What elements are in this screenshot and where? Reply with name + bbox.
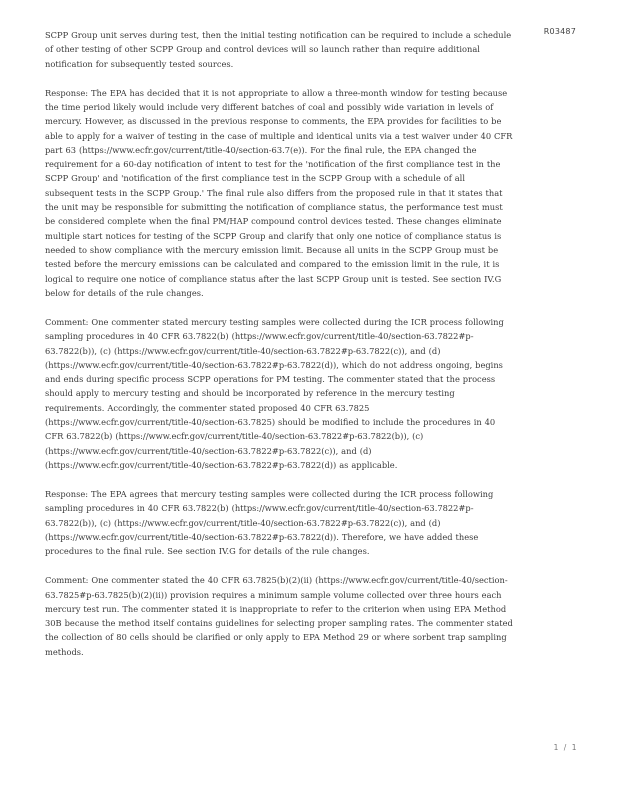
paragraph-comment-1: Comment: One commenter stated mercury testing samples were collected during the ICR process following sampling procedures in 40 CFR 63.7822(b) (https://www.ecfr.gov/current/title-40/section-63.7822#p-63.7822(b)), (c) (https://www.ecfr.gov/current/title-40/section-63.7822#p-63.7822(c)), and (d) (https://www.ecfr.gov/current/title-40/section-63.7822#p-63.7822(d)), which do not address ongoing, begins and ends during specific process SCPP operations for PM testing. The commenter stated that the process should apply to mercury testing and should be incorporated by reference in the mercury testing requirements. Accordingly, the commenter stated proposed 40 CFR 63.7825 (https://www.ecfr.gov/current/title-40/section-63.7825) should be modified to include the procedures in 40 CFR 63.7822(b) (https://www.ecfr.gov/current/title-40/section-63.7822#p-63.7822(b)), (c) (https://www.ecfr.gov/current/title-40/section-63.7822#p-63.7822(c)), and (d) (https://www.ecfr.gov/current/title-40/section-63.7822#p-63.7822(d)) as applicable.	[45, 316, 504, 470]
paragraph-intro: SCPP Group unit serves during test, then the initial testing notification can be required to include a schedule of other testing of other SCPP Group and control devices will so launch rather than require additional notification for subsequently tested sources.	[45, 30, 512, 69]
paragraph-comment-2: Comment: One commenter stated the 40 CFR 63.7825(b)(2)(ii) (https://www.ecfr.gov/current/title-40/section-63.7825#p-63.7825(b)(2)(ii)) provision requires a minimum sample volume collected over three hours each mercury test run. The commenter stated it is inappropriate to refer to the criterion when using EPA Method 30B because the method itself contains guidelines for selecting proper sampling rates. The commenter stated the collection of 80 cells should be clarified or only apply to EPA Method 29 or where sorbent trap sampling methods.	[45, 575, 513, 657]
page-footer: 1 / 1	[553, 743, 578, 752]
paragraph-response-2: Response: The EPA agrees that mercury testing samples were collected during the ICR process following sampling procedures in 40 CFR 63.7822(b) (https://www.ecfr.gov/current/title-40/section-63.7822#p-63.7822(b)), (c) (https://www.ecfr.gov/current/title-40/section-63.7822#p-63.7822(c)), and (d) (https://www.ecfr.gov/current/title-40/section-63.7822#p-63.7822(d)). Therefore, we have added these procedures to the final rule. See section IV.G for details of the rule changes.	[45, 489, 494, 557]
paragraph-response-1: Response: The EPA has decided that it is not appropriate to allow a three-month window for testing because the time period likely would include very different batches of coal and possibly wide variation in levels of mercury. However, as discussed in the previous response to comments, the EPA provides for facilities to be able to apply for a waiver of testing in the case of multiple and identical units via a test waiver under 40 CFR part 63 (https://www.ecfr.gov/current/title-40/section-63.7(e)). For the final rule, the EPA changed the requirement for a 60-day notification of intent to test for the 'notification of the first compliance test in the SCPP Group' and 'notification of the first compliance test in the SCPP Group with a schedule of all subsequent tests in the SCPP Group.' The final rule also differs from the proposed rule in that it states that the unit may be responsible for submitting the notification of compliance status, the performance test must be considered complete when the final PM/HAP compound control devices tested. These changes eliminate multiple start notices for testing of the SCPP Group and clarify that only one notice of compliance status is needed to show compliance with the mercury emission limit. Because all units in the SCPP Group must be tested before the mercury emissions can be calculated and compared to the emission limit in the rule, it is logical to require one notice of compliance status after the last SCPP Group unit is tested. See section IV.G below for details of the rule changes.	[45, 87, 513, 298]
document-body	[45, 28, 515, 674]
document-id: R03487	[543, 27, 576, 36]
